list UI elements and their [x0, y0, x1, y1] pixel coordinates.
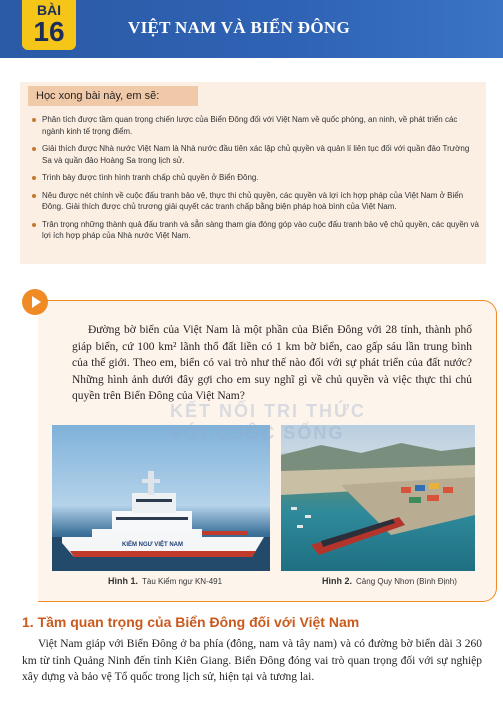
lesson-badge [22, 0, 76, 50]
lesson-number: 16 [33, 16, 65, 47]
goal-text: Nêu được nét chính về cuộc đấu tranh bảo vệ, thực thi chủ quyền, các quyền và lợi ích hợp pháp của Việt Nam ở Biển Đông. Giải thích được chủ trương giải quyết các tranh chấp bằng biện pháp hoà bình của Việt Nam. [42, 190, 464, 211]
lesson-title: VIỆT NAM VÀ BIỂN ĐÔNG [128, 18, 350, 37]
figure-2-label: Hình 2. [322, 576, 353, 586]
goals-heading: Học xong bài này, em sẽ: [28, 86, 198, 106]
bullet-icon [32, 176, 36, 180]
port-illustration [281, 425, 475, 571]
goal-item [30, 219, 480, 242]
patrol-ship-illustration [52, 425, 270, 571]
play-icon [22, 289, 48, 315]
bullet-icon [32, 223, 36, 227]
goal-text: Trình bày được tình hình tranh chấp chủ quyền ở Biển Đông. [42, 173, 259, 182]
learning-goals-box [20, 82, 486, 264]
figure-1-image [52, 425, 270, 571]
figure-1-caption-text: Tàu Kiểm ngư KN-491 [142, 577, 223, 586]
publisher-watermark [170, 400, 366, 444]
figure-2-image [281, 425, 475, 571]
bullet-icon [32, 194, 36, 198]
figure-2-caption-text: Cảng Quy Nhơn (Bình Định) [356, 577, 457, 586]
figure-2-caption [322, 576, 457, 586]
lesson-header [0, 0, 503, 58]
ship-hull-text: KIỂM NGƯ VIỆT NAM [122, 542, 183, 548]
bullet-icon [32, 118, 36, 122]
lesson-label: BÀI [36, 2, 62, 18]
goal-text: Trân trọng những thành quả đấu tranh và sẵn sàng tham gia đóng góp vào cuộc đấu tranh bảo vệ chủ quyền, các quyền và lợi ích hợp pháp của Nhà nước Việt Nam. [42, 219, 479, 240]
goals-list [30, 114, 480, 248]
watermark-line-1: KẾT NỐI TRI THỨC [170, 401, 366, 421]
goal-text: Giải thích được Nhà nước Việt Nam là Nhà nước đầu tiên xác lập chủ quyền và quản lí liên tục đối với quần đảo Trường Sa và quần đảo Hoàng Sa trong lịch sử. [42, 144, 470, 165]
goal-text: Phân tích được tầm quan trọng chiến lược của Biển Đông đối với Việt Nam về quốc phòng, an ninh, về phát triển các ngành kinh tế trọng điểm. [42, 115, 458, 136]
goal-item [30, 172, 480, 184]
goal-item [30, 143, 480, 166]
bullet-icon [32, 147, 36, 151]
watermark-line-2: VỚI CUỘC SỐNG [170, 423, 345, 443]
section-1-title: 1. Tầm quan trọng của Biển Đông đối với Việt Nam [22, 614, 360, 630]
goal-item [30, 114, 480, 137]
section-1-text: Việt Nam giáp với Biển Đông ở ba phía (đông, nam và tây nam) và có đường bờ biển dài 3 260 km từ tỉnh Quảng Ninh đến tỉnh Kiên Giang. Biển Đông đóng vai trò quan trọng đối với sự nghiệp xây dựng và bảo vệ Tổ quốc trong lịch sử, hiện tại và tương lai. [22, 638, 482, 683]
goal-item [30, 190, 480, 213]
figure-1-caption [108, 576, 222, 586]
warmup-text: Đường bờ biển của Việt Nam là một phần của Biển Đông với 28 tỉnh, thành phố giáp biển, cứ 100 km² lãnh thổ đất liền có 1 km bờ biển, cao gấp sáu lần trung bình của thế giới. Theo em, biển có vai trò như thế nào đối với sự phát triển của đất nước? Những hình ảnh dưới đây gợi cho em suy nghĩ gì về chủ quyền và việc thực thi chủ quyền trên Biển Đông của Việt Nam? [72, 324, 472, 402]
figure-1-label: Hình 1. [108, 576, 139, 586]
